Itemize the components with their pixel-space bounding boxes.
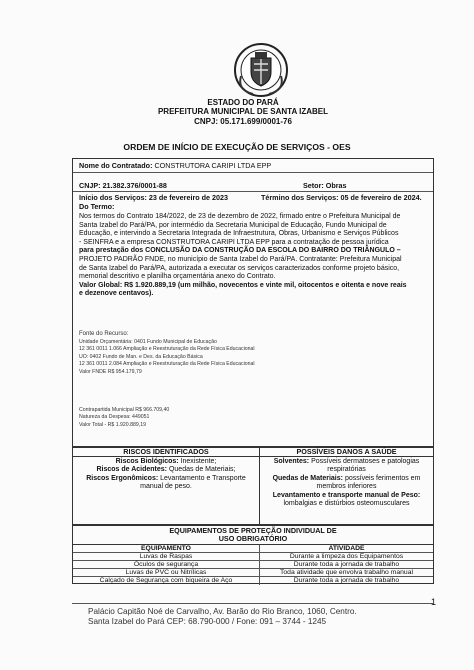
contractor-value: CONSTRUTORA CARIPI LTDA EPP [154, 161, 272, 170]
global-value-cont: e dezenove centavos). [79, 290, 154, 298]
risk-item [77, 466, 255, 474]
ppe-title-line: EQUIPAMENTOS DE PROTEÇÃO INDIVIDUAL DE [169, 526, 337, 535]
funding-label: Fonte do Recurso: [79, 331, 129, 337]
funding-lines [79, 339, 255, 376]
funding-line: Valor FNDE R$ 954.179,79 [79, 368, 142, 375]
ppe-table [72, 524, 434, 584]
damage-item [264, 475, 429, 492]
divider [73, 191, 433, 192]
term-line: de Santa Izabel do Pará/PA, autorizada a executar os serviços caracterizados conforme projeto básico, [79, 264, 400, 272]
funding-line: 12 361 0011 1.066 Ampliação e Reestruturação da Rede Física Educacional [79, 346, 255, 353]
term-line: memorial descritivo e planilha orçamentária anexo do Contrato. [79, 273, 276, 281]
sector: Setor: Obras [303, 181, 347, 190]
term-line: PROJETO PADRÃO FNDE, no município de Santa Izabel do Pará/PA. Contratante: Prefeitura Municipal [79, 255, 402, 263]
damage-label: Quedas de Materiais: [272, 474, 343, 482]
term-line: Santa Izabel do Pará/PA, por intermédio da Secretaria Municipal de Educação, Fundo Municipal de [79, 221, 387, 229]
term-line: para prestação dos CONCLUSÃO DA CONSTRUÇÃO DA ESCOLA DO BAIRRO DO TRIÂNGULO – [79, 247, 401, 255]
risk-table [72, 446, 434, 526]
contractor-label: Nome do Contratado: [79, 161, 153, 170]
ppe-activity: Durante toda a jornada de trabalho [293, 561, 400, 568]
damage-label: Solventes: [273, 458, 310, 465]
term-line: - SEINFRA e a empresa CONSTRUTORA CARIPI LTDA EPP para a contratação de pessoa jurídica [79, 238, 389, 246]
start-date: Início dos Serviços: 23 de fevereiro de 2023 [79, 193, 229, 202]
ppe-equipment: Óculos de segurança [73, 561, 260, 568]
ppe-col-activity: ATIVIDADE [328, 545, 365, 552]
risk-text: Levantamento e Transporte manual de peso. [140, 474, 246, 491]
ppe-col-equipment: EQUIPAMENTO [73, 545, 260, 552]
footer-contact: Santa Izabel do Pará CEP: 68.790-000 / Fone: 091 – 3744 - 1245 [88, 617, 327, 626]
damage-column [260, 447, 433, 525]
table-row [73, 553, 433, 561]
end-date: Término dos Serviços: 05 de fevereiro de 2024. [261, 193, 422, 202]
divider [73, 172, 433, 173]
contractor-cnpj: CNJP: 21.382.376/0001-88 [79, 181, 167, 190]
damage-text: lombalgias e distúrbios osteomusculares [283, 500, 410, 508]
ppe-equipment: Luvas de Raspas [73, 553, 260, 560]
damage-item [264, 458, 429, 475]
damage-label: Levantamento e transporte manual de Peso: [272, 491, 421, 499]
risk-label: Riscos Ergonômicos: [86, 474, 159, 482]
ppe-header-row [73, 545, 433, 553]
document-title: ORDEM DE INÍCIO DE EXECUÇÃO DE SERVIÇOS - OES [123, 142, 351, 152]
global-value: Valor Global: R$ 1.920.889,19 (um milhão, novecentos e vinte mil, oitocentos e oitenta e nove reais [79, 281, 407, 289]
state-name: ESTADO DO PARÁ [207, 98, 279, 107]
risk-text: Quedas de Materiais; [168, 466, 236, 474]
ppe-equipment: Calçado de Segurança com biqueira de Aço [73, 577, 260, 585]
municipal-coat-of-arms-seal [233, 42, 289, 98]
term-label: Do Termo: [79, 202, 115, 211]
page-number: 1 [431, 597, 437, 607]
funding-summary-line: Valor Total - R$ 1.920.889,19 [79, 421, 146, 428]
municipality-name: PREFEITURA MUNICIPAL DE SANTA IZABEL [157, 107, 329, 116]
funding-line: UO: 0402 Fundo de Man. e Des. da Educação Básica [79, 353, 203, 360]
table-row [73, 577, 433, 585]
table-row [73, 569, 433, 577]
table-row [73, 561, 433, 569]
damage-header: POSSÍVEIS DANOS A SAÚDE [260, 447, 433, 457]
risk-text: Inexistente; [180, 458, 217, 465]
funding-summary-line: Contrapartida Municipal R$ 966.709,40 [79, 407, 170, 413]
risk-label: Riscos de Acidentes: [96, 466, 168, 474]
term-body [79, 213, 431, 299]
risk-column [73, 447, 260, 525]
ppe-title [73, 525, 433, 545]
risk-item [77, 458, 255, 466]
ppe-equipment: Luvas de PVC ou Nitrílicas [73, 569, 260, 576]
damage-text: Possíveis dermatoses e patologias respiratórias [311, 458, 420, 474]
ppe-activity: Durante toda a jornada de trabalho [293, 577, 400, 584]
risk-list [73, 457, 259, 493]
funding-summary [79, 407, 169, 429]
ppe-activity: Durante a limpeza dos Equipamentos [289, 553, 404, 560]
municipality-cnpj: CNPJ: 05.171.699/0001-76 [194, 117, 292, 126]
damage-item [264, 492, 429, 509]
contract-box [72, 158, 434, 448]
funding-line: 12 361 0011 2.084 Ampliação e Reestruturação da Rede Física Educacional [79, 361, 255, 368]
ppe-activity: Toda atividade que envolva trabalho manual [279, 569, 413, 576]
risk-label: Riscos Biológicos: [115, 458, 179, 465]
risk-item [77, 475, 255, 492]
damage-text: possíveis ferimentos em membros inferiores [316, 474, 421, 491]
damage-list [260, 457, 433, 509]
footer-address: Palácio Capitão Noé de Carvalho, Av. Barão do Rio Branco, 1060, Centro. [88, 607, 357, 616]
footer-divider [72, 603, 434, 604]
term-line: Nos termos do Contrato 184/2022, de 23 de dezembro de 2022, firmado entre o Prefeitura Municipal de [79, 213, 401, 220]
contractor-row [79, 161, 439, 170]
risk-header: RISCOS IDENTIFICADOS [73, 447, 259, 457]
term-line: Educação, e intervindo a Secretaria Integrada de Infraestrutura, Obras, Urbanismo e Serviços Públicos [79, 230, 399, 238]
ppe-title-line: USO OBRIGATÓRIO [218, 534, 288, 543]
funding-line: Unidade Orçamentária: 0401 Fundo Municipal de Educação [79, 339, 217, 345]
funding-summary-line: Natureza da Despesa: 449051 [79, 414, 150, 421]
